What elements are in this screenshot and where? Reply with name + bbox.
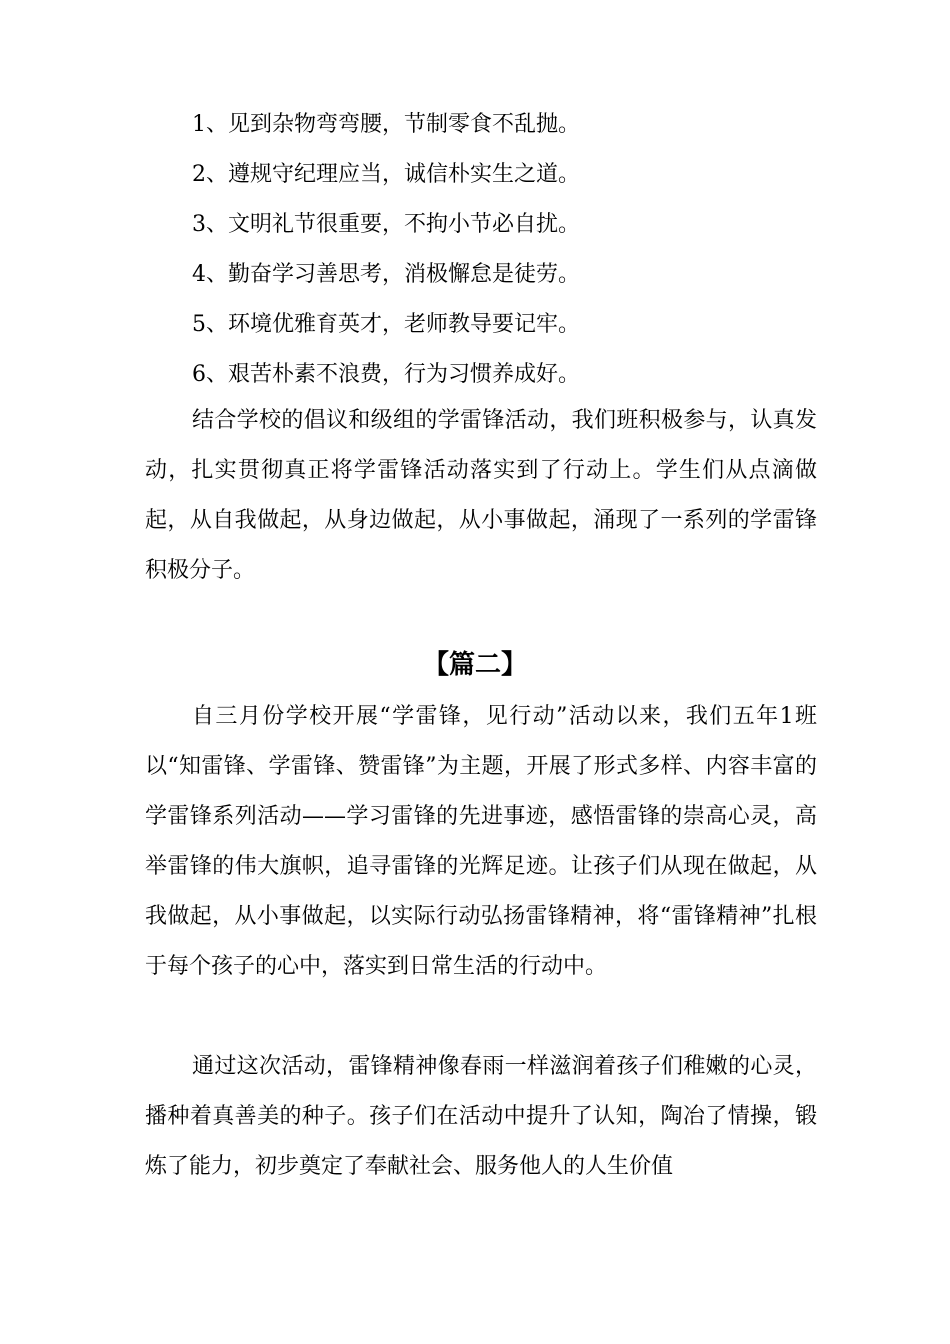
list-item: 2、遵规守纪理应当，诚信朴实生之道。 [192,162,580,187]
list-item: 1、见到杂物弯弯腰，节制零食不乱抛。 [192,112,580,137]
paragraph-activity-intro: 自三月份学校开展“学雷锋，见行动”活动以来，我们五年1班以“知雷锋、学雷锋、赞雷锋”为主题，开展了形式多样、内容丰富的学雷锋系列活动——学习雷锋的先进事迹，感悟雷锋的崇高心灵，高举雷锋的伟大旗帜，追寻雷锋的光辉足迹。让孩子们从现在做起，从我做起，从小事做起，以实际行动弘扬雷锋精神，将“雷锋精神”扎根于每个孩子的心中，落实到日常生活的行动中。 [145,704,817,979]
list-item: 4、勤奋学习善思考，消极懈怠是徒劳。 [192,262,580,287]
section-heading: 【篇二】 [422,650,527,680]
list-item: 6、艰苦朴素不浪费，行为习惯养成好。 [192,362,580,387]
paragraph-activity-effect: 通过这次活动，雷锋精神像春雨一样滋润着孩子们稚嫩的心灵，播种着真善美的种子。孩子们在活动中提升了认知，陶冶了情操，锻炼了能力，初步奠定了奉献社会、服务他人的人生价值 [145,1054,817,1179]
list-item: 3、文明礼节很重要，不拘小节必自扰。 [192,212,580,237]
rules-list [192,100,832,400]
list-item: 5、环境优雅育英才，老师教导要记牢。 [192,312,580,337]
paragraph-class-activity: 结合学校的倡议和级组的学雷锋活动，我们班积极参与，认真发动，扎实贯彻真正将学雷锋活动落实到了行动上。学生们从点滴做起，从自我做起，从身边做起，从小事做起，涌现了一系列的学雷锋积极分子。 [145,408,817,583]
